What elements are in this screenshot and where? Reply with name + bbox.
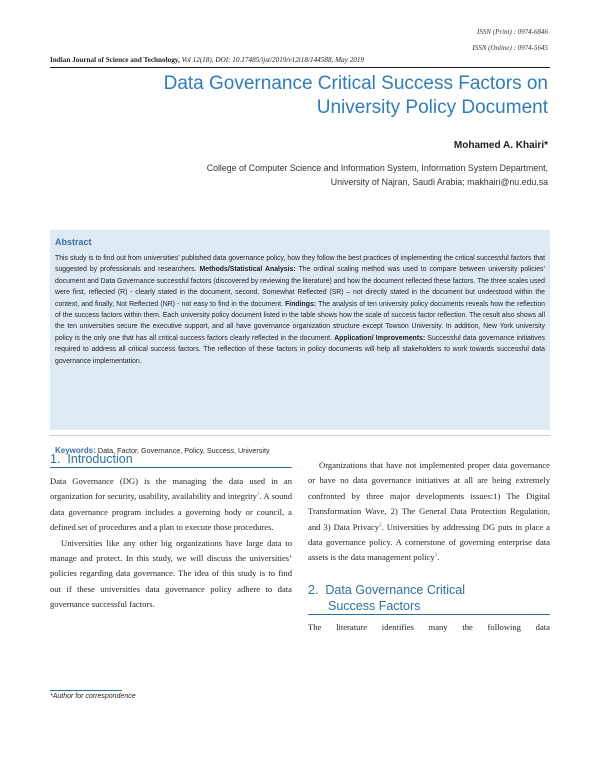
issn-print: ISSN (Print) : 0974-6846 (477, 28, 548, 36)
journal-meta: Vol 12(18), DOI: 10.17485/ijst/2019/v12i18/144588, May 2019 (179, 56, 365, 64)
header-rule (50, 67, 550, 68)
abstract-text (55, 253, 545, 367)
citation-ref[interactable]: 2 (379, 522, 382, 528)
section-2-title-line-2: Success Factors (328, 599, 421, 613)
section-2-paragraph-1: The literature identifies many the following data (308, 622, 550, 632)
citation-ref[interactable]: 3 (434, 553, 438, 559)
author-name: Mohamed A. Khairi* (453, 140, 548, 151)
right-p1-text-b: . Universities by addressing DG puts in place a data governance policy. A cornerstone of governing enterprise data assets is the data management policy (308, 521, 550, 563)
keywords-text: Data, Factor, Governance, Policy, Success, University (95, 446, 270, 455)
issn-online: ISSN (Online) : 0974-5645 (472, 44, 548, 52)
title-line-2: University Policy Document (316, 97, 548, 118)
right-column-body (308, 458, 550, 566)
keywords-divider (50, 435, 550, 436)
author-affiliation (128, 161, 548, 189)
keywords-label: Keywords: (55, 446, 96, 455)
abstract-part-4: Successful data governance initiatives required to address all critical success factors. The reflection of these factors in policy documents will help all stakeholders to work towards successful data governance implementation. (55, 334, 545, 365)
section-2-rule (308, 614, 550, 615)
right-p1-text-c: . (437, 552, 440, 563)
intro-paragraph-1 (50, 474, 292, 536)
abstract-heading: Abstract (55, 237, 92, 247)
right-paragraph-1 (308, 458, 550, 566)
intro-p1-text-a: Data Governance (DG) is the managing the data used in an organization for security, usability, availability and integrity (50, 476, 292, 502)
section-2-body (308, 620, 550, 635)
affiliation-line-1: College of Computer Science and Information System, Information System Department, (206, 163, 548, 173)
footnote-rule (50, 690, 122, 691)
section-1-title: Introduction (67, 452, 133, 466)
abstract-label-application: Application/ Improvements: (334, 334, 426, 342)
title-line-1: Data Governance Critical Success Factors on (163, 73, 548, 94)
right-p1-text-a: Organizations that have not implemented proper data governance or have no data governance initiatives at all are being extremely confronted by three major developments issues:1) The Digital Transformation Wave, 2) The General Data Protection Regulation, and 3) Data Privacy (308, 460, 550, 532)
section-1-heading (50, 451, 133, 467)
affiliation-line-2: University of Najran, Saudi Arabia; makhairi@nu.edu.sa (330, 177, 548, 187)
paper-title (60, 72, 548, 120)
abstract-label-findings: Findings: (285, 300, 317, 308)
abstract-part-3: The analysis of ten university policy documents reveals how the reflection of the success factors within them. Each university policy document listed in the table shows how the scale of success factor reflection. The result also shows all the ten universities secure the executive support, and all have governance organization structure except Towson University. In addition, New York university policy is the only one that has all critical success factors clearly reflected in the document. (55, 300, 545, 342)
footnote: *Author for correspondence (50, 693, 136, 700)
intro-paragraph-2: Universities like any other big organizations have large data to manage and protect. In this study, we will discuss the universities’ policies regarding data governance. The idea of this study is to find out if these universities data governance policy adhere to data governance successful factors. (50, 537, 292, 610)
abstract-part-1: This study is to find out from universities’ published data governance policy, how they follow the best practices of implementing the critical successful factors that suggested by professionals and researchers. (55, 255, 545, 274)
journal-name: Indian Journal of Science and Technology, (50, 56, 180, 64)
abstract-part-2: The ordinal scaling method was used to compare between university policies’ document and Data Governance successful factors (discovered by reviewing the literature) and how the document reflected these factors. The three scales used were first, reflected (R) - clearly stated in the document, second, Somewhat Reflected (SR) – not directly stated in the document but understood within the context, and finally, Not Reflected (NR) - not easy to find in the document. (55, 266, 546, 308)
abstract-label-methods: Methods/Statistical Analysis: (199, 266, 296, 274)
section-1-rule (50, 467, 292, 468)
left-column-body (50, 474, 292, 613)
section-1-number: 1. (50, 452, 61, 466)
section-2-heading (308, 582, 550, 614)
section-2-title-line-1 (308, 582, 550, 598)
section-2-title-a: Data Governance Critical (325, 583, 466, 597)
section-2-number: 2. (308, 583, 319, 597)
intro-p1-text-b: . A sound data governance program includes a governing body or council, a defined set of procedures and a plan to execute those procedures. (50, 491, 292, 533)
journal-citation-line (50, 56, 364, 64)
citation-ref[interactable]: 1 (256, 492, 260, 498)
